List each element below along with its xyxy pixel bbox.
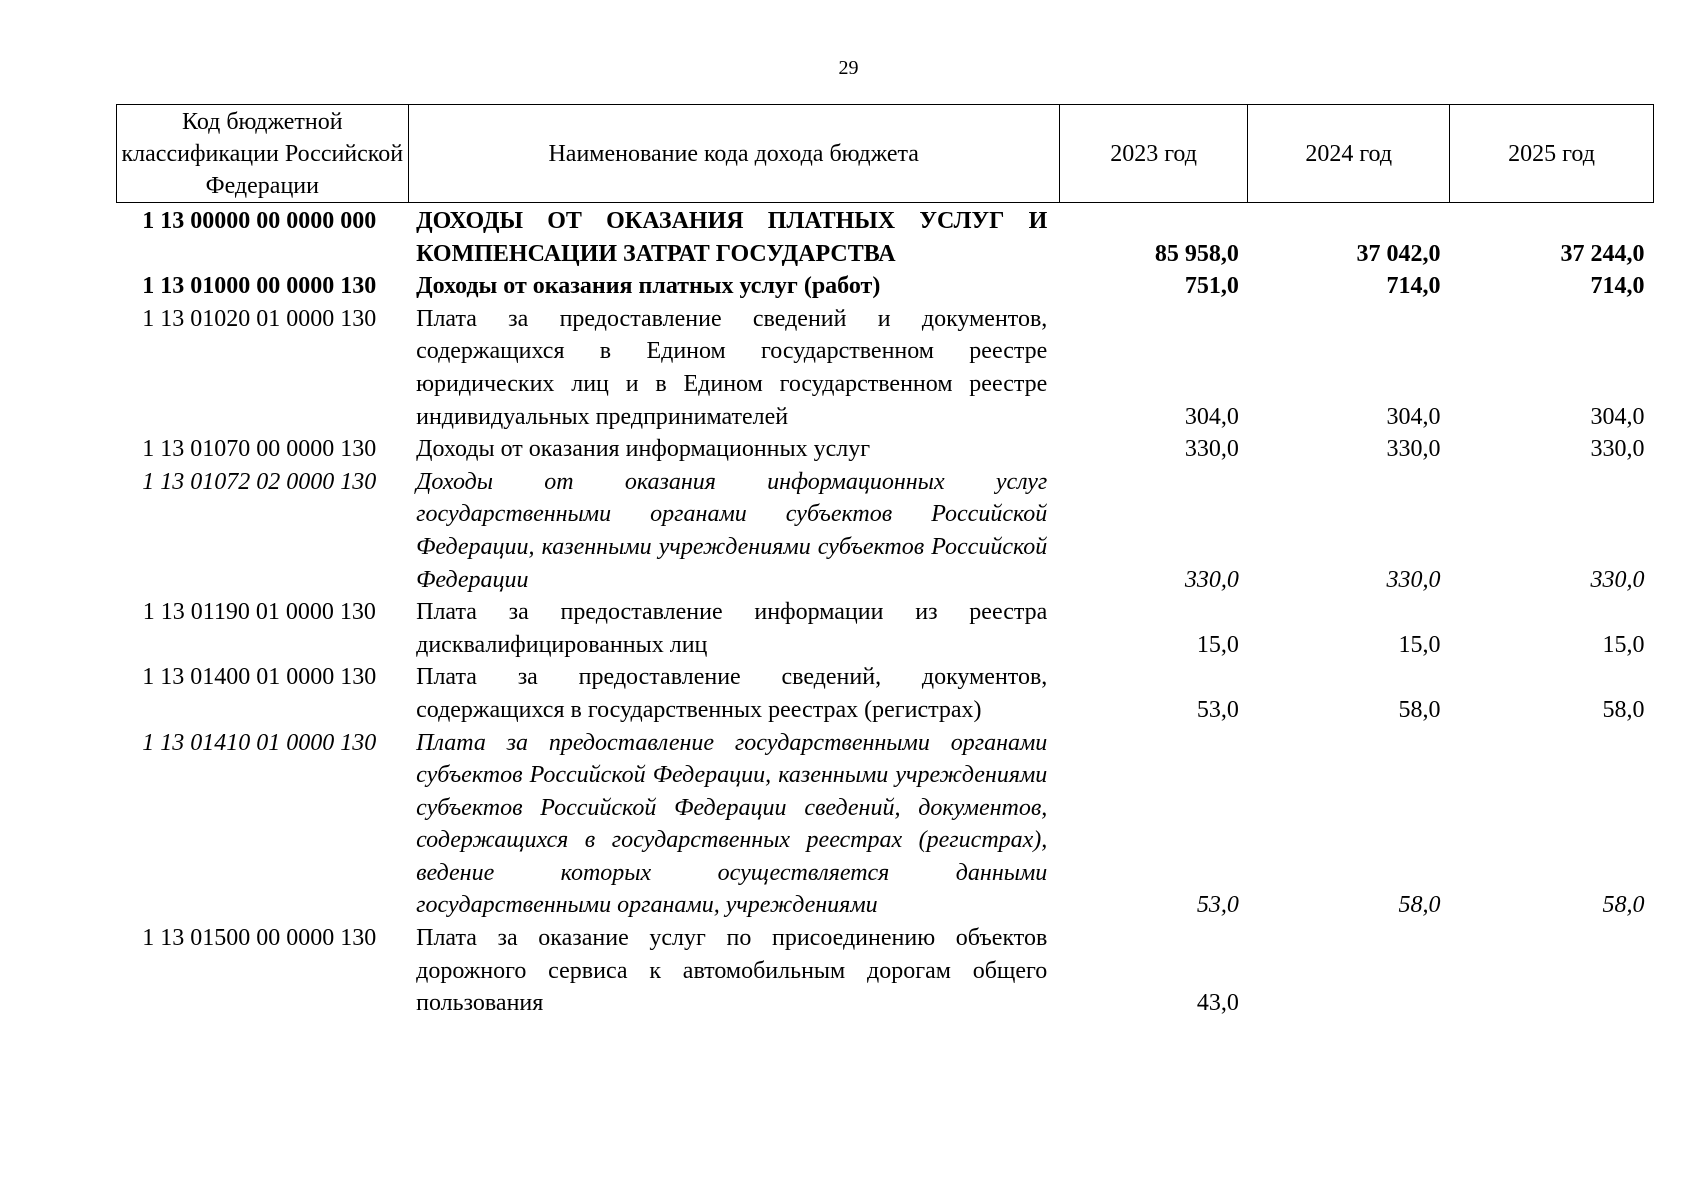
table-row [117, 203, 1654, 271]
row-code: 1 13 01020 01 0000 130 [142, 305, 377, 332]
row-value-2023: 330,0 [1184, 436, 1239, 463]
row-value-2025: 330,0 [1590, 436, 1645, 463]
row-value-2024: 714,0 [1386, 273, 1441, 300]
row-code: 1 13 01190 01 0000 130 [142, 599, 376, 626]
row-value-2025: 714,0 [1590, 273, 1645, 300]
row-value-2024: 330,0 [1386, 566, 1441, 593]
row-code: 1 13 01500 00 0000 130 [142, 925, 377, 952]
row-value-2024 [1248, 922, 1450, 1020]
row-value-2024: 37 042,0 [1356, 240, 1441, 267]
page-number: 29 [838, 57, 859, 79]
header-year-2025: 2025 год [1450, 105, 1654, 203]
row-value-2025: 330,0 [1590, 566, 1645, 593]
table-row [117, 922, 1654, 1020]
row-value-2025: 58,0 [1602, 696, 1645, 723]
header-revenue-name: Наименование кода дохода бюджета [408, 105, 1059, 203]
table-row [117, 661, 1654, 726]
row-value-2024: 304,0 [1386, 403, 1441, 430]
row-value-2023: 53,0 [1196, 892, 1239, 919]
row-value-2024: 330,0 [1386, 436, 1441, 463]
row-value-2024: 15,0 [1398, 631, 1441, 658]
row-code: 1 13 01000 00 0000 130 [142, 273, 377, 300]
row-value-2025: 58,0 [1602, 892, 1645, 919]
row-value-2023: 304,0 [1184, 403, 1239, 430]
table-row [117, 466, 1654, 596]
row-value-2024: 58,0 [1398, 696, 1441, 723]
row-value-2023: 53,0 [1196, 696, 1239, 723]
header-year-2024: 2024 год [1248, 105, 1450, 203]
table-row [117, 270, 1654, 303]
header-budget-code: Код бюджетной классификации Российской Федерации [117, 105, 409, 203]
row-name: ДОХОДЫ ОТ ОКАЗАНИЯ ПЛАТНЫХ УСЛУГ И КОМПЕНСАЦИИ ЗАТРАТ ГОСУДАРСТВА [416, 208, 1048, 267]
row-name: Доходы от оказания информационных услуг [416, 436, 871, 463]
row-value-2025: 37 244,0 [1560, 240, 1645, 267]
table-row [117, 596, 1654, 661]
row-value-2024: 58,0 [1398, 892, 1441, 919]
row-code: 1 13 01072 02 0000 130 [142, 468, 377, 495]
row-name: Плата за предоставление государственными органами субъектов Российской Федерации, казенными учреждениями субъектов Российской Федерации сведений, документов, содержащихся в государственных реестрах (регистрах), ведение которых осуществляется данными государственными органами, учреждениями [416, 729, 1048, 919]
row-name: Плата за предоставление сведений, документов, содержащихся в государственных реестрах (регистрах) [416, 664, 1048, 723]
row-value-2023: 330,0 [1184, 566, 1239, 593]
row-value-2025 [1450, 922, 1654, 1020]
header-year-2023: 2023 год [1059, 105, 1248, 203]
row-value-2025: 15,0 [1602, 631, 1645, 658]
row-name: Плата за предоставление сведений и документов, содержащихся в Едином государственном реестре юридических лиц и в Едином государственном реестре индивидуальных предпринимателей [416, 305, 1048, 430]
row-name: Плата за оказание услуг по присоединению объектов дорожного сервиса к автомобильным дорогам общего пользования [416, 925, 1048, 1017]
row-code: 1 13 01410 01 0000 130 [142, 729, 377, 756]
row-name: Доходы от оказания информационных услуг государственными органами субъектов Российской Федерации, казенными учреждениями субъектов Российской Федерации [416, 468, 1048, 593]
table-row [117, 727, 1654, 923]
row-value-2023: 751,0 [1184, 273, 1239, 300]
row-value-2023: 43,0 [1196, 990, 1239, 1017]
row-value-2023: 15,0 [1196, 631, 1239, 658]
row-code: 1 13 01070 00 0000 130 [142, 436, 377, 463]
row-value-2025: 304,0 [1590, 403, 1645, 430]
table-header-row [117, 105, 1654, 203]
row-code: 1 13 01400 01 0000 130 [142, 664, 377, 691]
row-name: Доходы от оказания платных услуг (работ) [416, 273, 881, 300]
budget-revenue-table [116, 104, 1654, 1020]
table-row [117, 303, 1654, 433]
row-value-2023: 85 958,0 [1154, 240, 1239, 267]
table-row [117, 433, 1654, 466]
row-code: 1 13 00000 00 0000 000 [142, 208, 377, 234]
row-name: Плата за предоставление информации из реестра дисквалифицированных лиц [416, 599, 1048, 658]
